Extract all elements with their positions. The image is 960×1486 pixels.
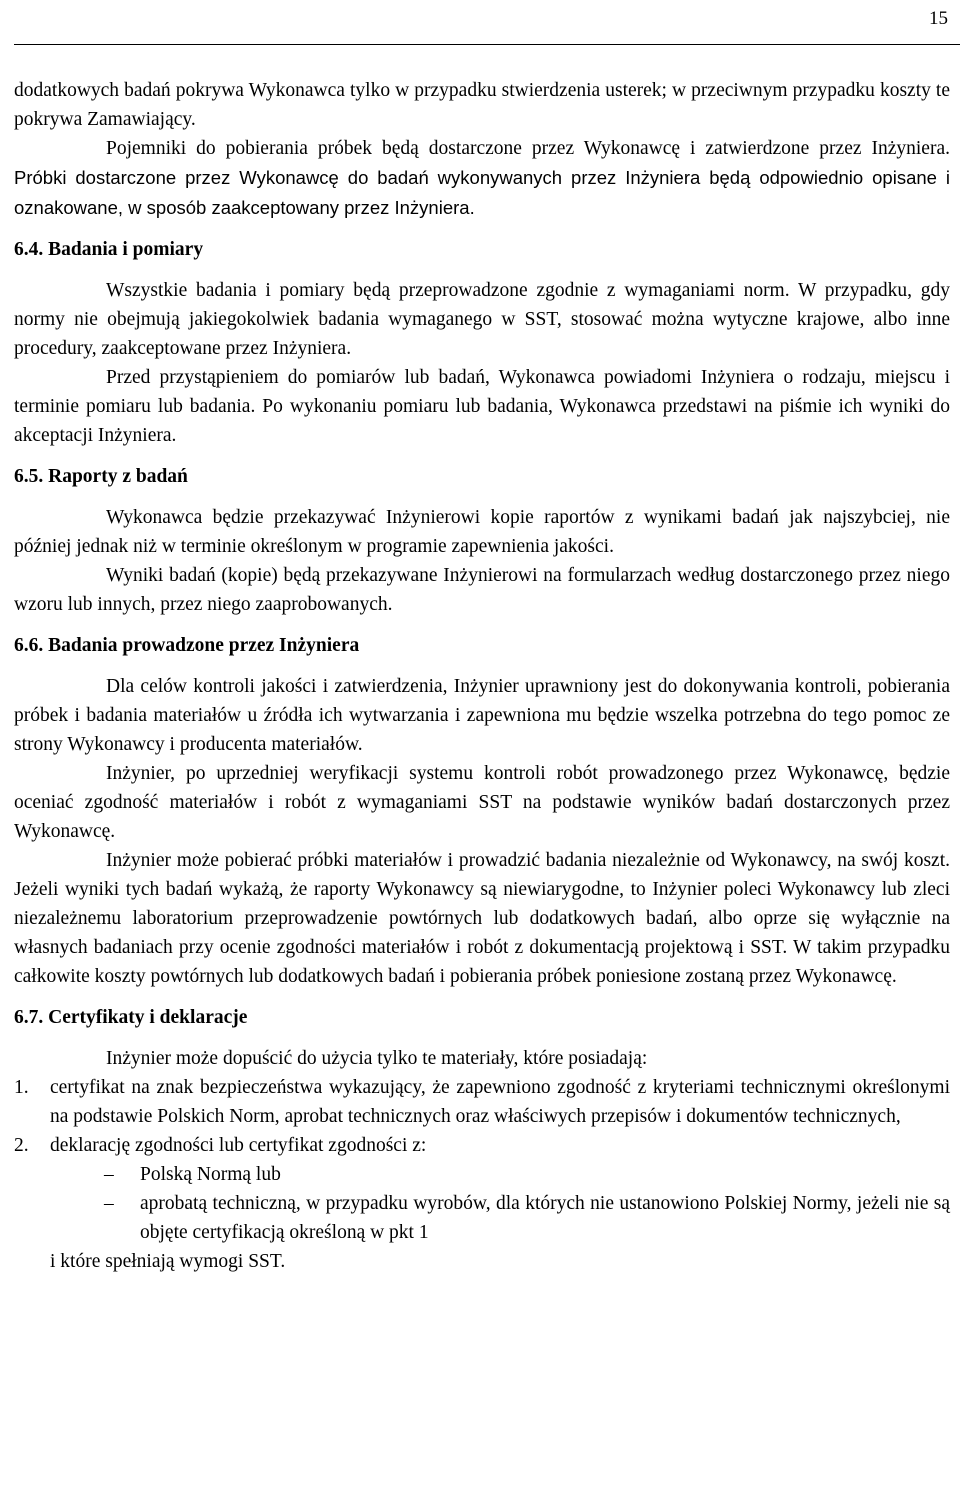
paragraph: Inżynier, po uprzedniej weryfikacji systemu kontroli robót prowadzonego przez Wykonawcę, będzie oceniać zgodność materiałów i robót z wymaganiami SST na podstawie wyników badań dostarczonych przez Wykonawcę. <box>14 763 950 842</box>
section-heading-6-7: 6.7. Certyfikaty i deklaracje <box>14 1007 248 1028</box>
document-body <box>14 76 950 1276</box>
sublist-item <box>14 1189 950 1247</box>
list-number: 1. <box>14 1077 29 1098</box>
list-item <box>14 1131 950 1160</box>
paragraph-part: Próbki dostarczone przez Wykonawcę do badań wykonywanych przez Inżyniera będą odpowiednio opisane i oznakowane, w sposób zaakceptowany przez Inżyniera. <box>14 167 950 218</box>
section-heading-6-4: 6.4. Badania i pomiary <box>14 239 204 260</box>
paragraph: Wyniki badań (kopie) będą przekazywane Inżynierowi na formularzach według dostarczonego przez niego wzoru lub innych, przez niego zaaprobowanych. <box>14 565 950 615</box>
paragraph: Wszystkie badania i pomiary będą przeprowadzone zgodnie z wymaganiami norm. W przypadku, gdy normy nie obejmują jakiegokolwiek badania wymaganego w SST, stosować można wytyczne krajowe, albo inne procedury, zaakceptowane przez Inżyniera. <box>14 280 950 359</box>
dash-bullet: – <box>104 1193 114 1214</box>
section-heading-6-6: 6.6. Badania prowadzone przez Inżyniera <box>14 635 360 656</box>
paragraph: i które spełniają wymogi SST. <box>50 1251 286 1272</box>
paragraph: Inżynier może dopuścić do użycia tylko te materiały, które posiadają: <box>106 1048 648 1069</box>
paragraph: Przed przystąpieniem do pomiarów lub badań, Wykonawca powiadomi Inżyniera o rodzaju, miejscu i terminie pomiaru lub badania. Po wykonaniu pomiaru lub badania, Wykonawca przedstawi na piśmie ich wyniki do akceptacji Inżyniera. <box>14 367 950 446</box>
paragraph <box>14 134 950 223</box>
sublist-text: aprobatą techniczną, w przypadku wyrobów, dla których nie ustanowiono Polskiej Normy, jeżeli nie są objęte certyfikacją określoną w pkt 1 <box>140 1193 950 1243</box>
list-number: 2. <box>14 1135 29 1156</box>
sublist-text: Polską Normą lub <box>140 1164 281 1185</box>
sublist-item <box>14 1160 950 1189</box>
dash-bullet: – <box>104 1164 114 1185</box>
paragraph: Wykonawca będzie przekazywać Inżynierowi kopie raportów z wynikami badań jak najszybciej, nie później jednak niż w terminie określonym w programie zapewnienia jakości. <box>14 507 950 557</box>
list-item <box>14 1073 950 1131</box>
list-text: deklarację zgodności lub certyfikat zgodności z: <box>50 1135 427 1156</box>
paragraph: Dla celów kontroli jakości i zatwierdzenia, Inżynier uprawniony jest do dokonywania kontroli, pobierania próbek i badania materiałów u źródła ich wytwarzania i zapewniona mu będzie wszelka potrzebna do tego pomoc ze strony Wykonawcy i producenta materiałów. <box>14 676 950 755</box>
header-rule <box>14 44 960 45</box>
paragraph-part: Pojemniki do pobierania próbek będą dostarczone przez Wykonawcę i zatwierdzone przez Inżyniera. <box>106 138 950 159</box>
list-text: certyfikat na znak bezpieczeństwa wykazujący, że zapewniono zgodność z kryteriami technicznymi określonymi na podstawie Polskich Norm, aprobat technicznych oraz właściwych przepisów i dokumentów technicznych, <box>50 1077 950 1127</box>
section-heading-6-5: 6.5. Raporty z badań <box>14 466 188 487</box>
page-number: 15 <box>929 8 948 29</box>
paragraph: Inżynier może pobierać próbki materiałów i prowadzić badania niezależnie od Wykonawcy, na swój koszt. Jeżeli wyniki tych badań wykażą, że raporty Wykonawcy są niewiarygodne, to Inżynier poleci Wykonawcy lub zleci niezależnemu laboratorium przeprowadzenie powtórnych lub dodatkowych badań, albo oprze się wyłącznie na własnych badaniach przy ocenie zgodności materiałów i robót z dokumentacją projektową i SST. W takim przypadku całkowite koszty powtórnych lub dodatkowych badań i pobierania próbek poniesione zostaną przez Wykonawcę. <box>14 850 950 987</box>
paragraph: dodatkowych badań pokrywa Wykonawca tylko w przypadku stwierdzenia usterek; w przeciwnym przypadku koszty te pokrywa Zamawiający. <box>14 80 950 130</box>
